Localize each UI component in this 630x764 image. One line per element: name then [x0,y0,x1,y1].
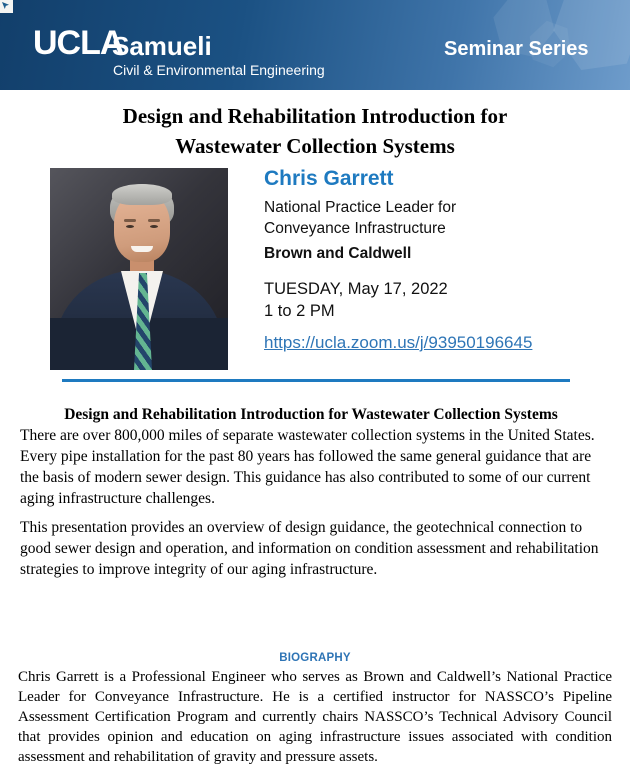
event-date: TUESDAY, May 17, 2022 [264,280,448,298]
page-title-line2: Wastewater Collection Systems [175,134,455,158]
seminar-series-label: Seminar Series [444,38,589,60]
speaker-info [264,166,584,353]
biography-heading: BIOGRAPHY [279,652,351,664]
zoom-meeting-link[interactable]: https://ucla.zoom.us/j/93950196645 [264,333,533,352]
speaker-name: Chris Garrett [264,167,394,190]
speaker-photo [50,168,228,370]
photo-eyebrow [148,219,160,222]
event-time: 1 to 2 PM [264,302,335,320]
ucla-logo: UCLA [33,24,124,62]
page-title-line1: Design and Rehabilitation Introduction for [122,104,508,128]
placeholder-glyph [2,2,9,9]
photo-eyebrow [124,219,136,222]
samueli-label: Samueli [112,31,212,61]
page-title [0,101,630,161]
abstract-heading: Design and Rehabilitation Introduction for Wastewater Collection Systems [64,406,558,423]
speaker-role-line2: Conveyance Infrastructure [264,220,446,237]
biography-text: Chris Garrett is a Professional Engineer who serves as Brown and Caldwell’s National Practice Leader for Conveyance Infrastructure. He is a certified instructor for NASSCO’s Pipeline Assessment Certification Program and currently chairs NASSCO’s Technical Advisory Council that provides opinion and education on aging infrastructure issues associated with condition assessment and rehabilitation of gravity and pressure assets. [18,669,612,764]
photo-eye [126,225,134,228]
abstract-paragraph-2: This presentation provides an overview of design guidance, the geotechnical connection to good sewer design and operation, and information on condition assessment and rehabilitation strategies to improve integrity of our aging infrastructure. [20,519,599,578]
abstract-section [20,404,602,580]
photo-smile [131,246,153,252]
divider-rule [62,379,570,382]
speaker-role-line1: National Practice Leader for [264,199,457,216]
banner [0,0,630,90]
speaker-company: Brown and Caldwell [264,245,412,262]
image-placeholder-icon [0,0,13,13]
photo-eye [150,225,158,228]
speaker-role [264,197,584,239]
photo-hair [112,184,172,205]
department-label: Civil & Environmental Engineering [113,62,325,78]
abstract-paragraph-1: There are over 800,000 miles of separate wastewater collection systems in the United States. Every pipe installation for the past 80 years has followed the same general guidance that are the basis of modern sewer design. This guidance has also contributed to some of our current aging infrastructure challenges. [20,427,595,507]
